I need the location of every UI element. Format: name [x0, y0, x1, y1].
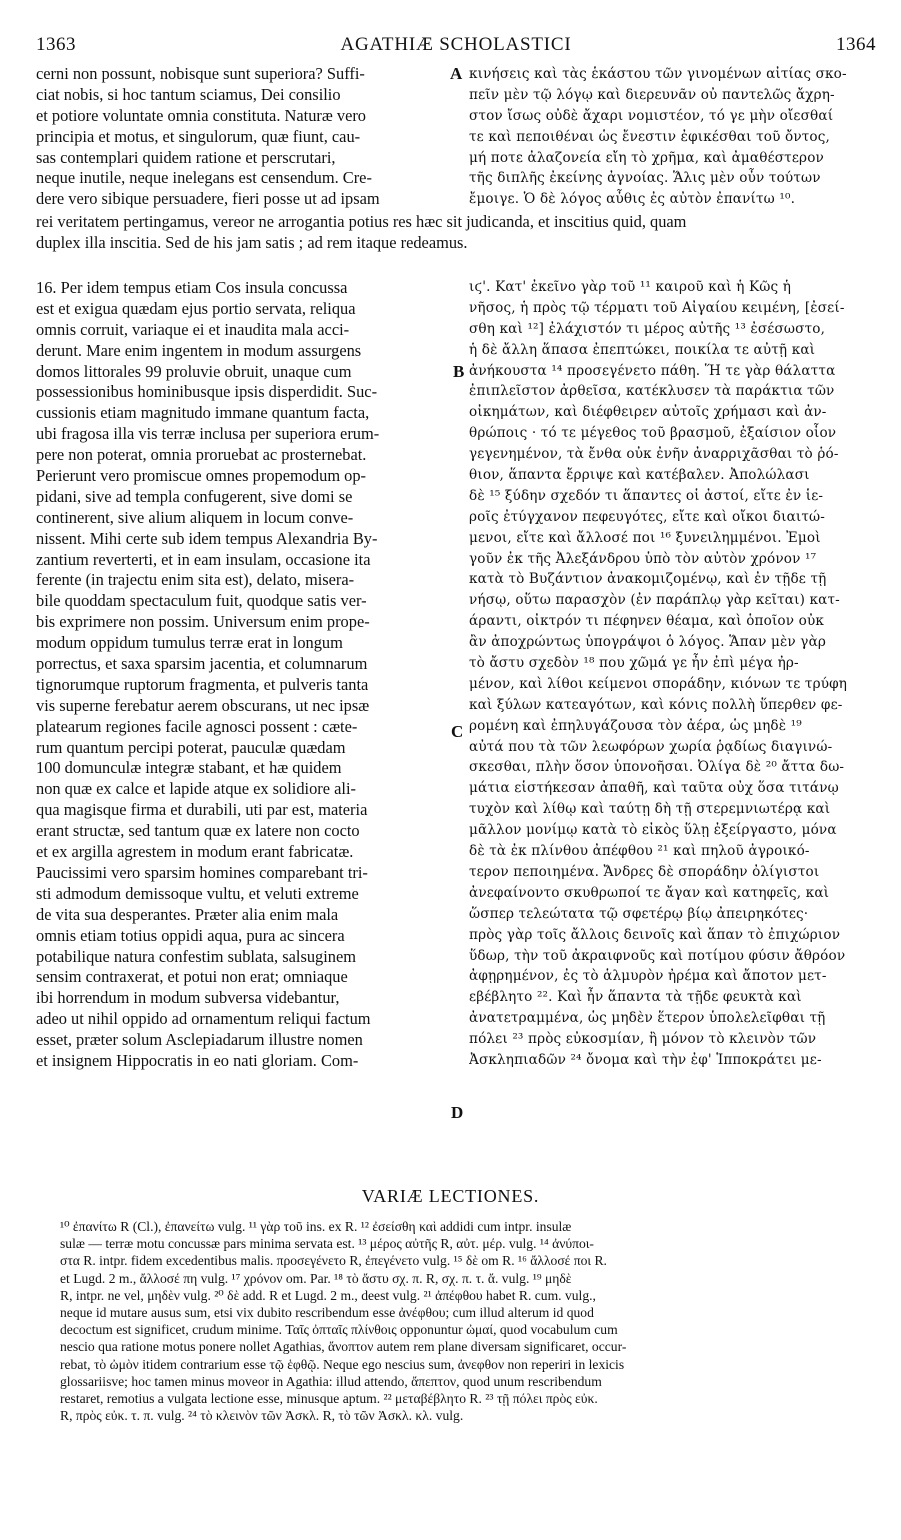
latin-line: potabilique natura confestim sublata, salsuginem — [36, 946, 356, 966]
greek-line: ἂν ἀποχρώντως ὑπογράψοι ὁ λόγος. Ἅπαν μὲν γὰρ — [469, 634, 827, 651]
footnote-line: neque id mutare ausus sum, etsi vix dubito rescribendum esse ἀνέφθου; cum illud alterum id quod — [60, 1304, 594, 1320]
latin-line: zantium reverterti, et in eam insulam, occasione ita — [36, 549, 371, 569]
latin-line: derunt. Mare enim ingentem in modum assurgens — [36, 340, 362, 360]
latin-line: dere vero sibique persuadere, fieri posse ut ad ipsam — [36, 189, 380, 209]
greek-line: τερον πεποιημένα. Ἄνδρες δὲ σποράδην ὀλίγιστοι — [469, 863, 820, 880]
greek-line: γεγενημένον, τὰ ἔνθα οὐκ ἐνῆν ἀναρριχᾶσθαι τὸ ῥό- — [469, 446, 839, 463]
greek-line: γοῦν ἐκ τῆς Ἀλεξάνδρου ὑπὸ τὸν αὐτὸν χρόνον ¹⁷ — [469, 550, 817, 567]
latin-line: bile quoddam spectaculum fuit, quodque satis ver- — [36, 591, 367, 611]
margin-letter-c: C — [451, 722, 464, 741]
latin-line: de vita sua desperantes. Præter alia enim mala — [36, 904, 339, 924]
margin-letter-b: B — [453, 362, 465, 381]
latin-line: domos littorales 99 proluvie obruit, unaque cum — [36, 361, 352, 381]
greek-line: πόλει ²³ πρὸς εὐκοσμίαν, ἢ μόνον τὸ κλεινὸν τῶν — [469, 1031, 817, 1048]
greek-line: μάτια εἱστήκεσαν ἀπαθῆ, καὶ ταῦτα οὐχ ὅσα τιτάνῳ — [469, 780, 839, 797]
latin-line: non quæ ex calce et lapide atque ex solidiore ali- — [36, 779, 356, 799]
latin-line: 16. Per idem tempus etiam Cos insula concussa — [36, 278, 348, 297]
latin-full-width-line: duplex illa inscitia. Sed de his jam satis ; ad rem itaque redeamus. — [36, 233, 468, 252]
page-number-right: 1364 — [836, 34, 876, 55]
latin-line: Perierunt vero promiscue omnes propemodum op- — [36, 466, 367, 486]
greek-line: ἀνεφαίνοντο σκυθρωποί τε ἄγαν καὶ κατηφεῖς, καὶ — [469, 884, 830, 901]
running-title: AGATHIÆ SCHOLASTICI — [340, 34, 572, 55]
greek-line: θιον, ἅπαντα ἔρριψε καὶ κατέβαλεν. Ἀπολώλασι — [469, 467, 810, 484]
latin-line: sensim contraxerat, et potui non erat; omniaque — [36, 967, 348, 987]
latin-line: omnis corruit, variaque ei et inaudita mala acci- — [36, 319, 350, 339]
latin-line: porrectus, et saxa sparsim jacentia, et columnarum — [36, 654, 368, 674]
latin-line: ubi fragosa illa vis terræ inclusa per superiora erum- — [36, 424, 380, 444]
latin-line: ferente (in trajectu enim sita est), delato, misera- — [36, 570, 355, 590]
footnote-line: restaret, remotius a vulgata lectione esse, minusque aptum. ²² μεταβέβλητο R. ²³ τῇ πόλει πρὸς εὐκ. — [60, 1390, 598, 1406]
latin-column-top — [36, 64, 446, 210]
greek-line: στον ἴσως οὐδὲ ἄχαρι νομιστέον, τό γε μὴν οἴεσθαί — [469, 107, 834, 124]
greek-line: ρομένη καὶ ἐπηλυγάζουσα τὸν ἀέρα, ὡς μηδὲ ¹⁹ — [469, 717, 802, 734]
greek-line: σκεσθαι, πλὴν ὅσον ὑπονοῆσαι. Ὀλίγα δὲ ²⁰ ἄττα δω- — [469, 759, 845, 776]
latin-line: nissent. Mihi certe sub idem tempus Alexandria By- — [36, 528, 378, 548]
latin-line: et potiore voluntate omnia constituta. Naturæ vero — [36, 105, 367, 125]
latin-line: ciat nobis, si hoc tantum sciamus, Dei consilio — [36, 84, 341, 104]
latin-line: bis exprimere non possim. Universum enim prope- — [36, 612, 370, 632]
greek-line: κινήσεις καὶ τὰς ἑκάστου τῶν γινομένων αἰτίας σκο- — [469, 66, 847, 82]
footnote-line: sulæ — terræ motu concussæ pars minima servata est. ¹³ μέρος αὐτῆς R, αὐτ. μέρ. vulg. ¹⁴ ἀνύποι- — [60, 1236, 594, 1252]
greek-line: Ἀσκληπιαδῶν ²⁴ ὄνομα καὶ τὴν ἐφ' Ἱπποκράτει με- — [469, 1051, 822, 1068]
latin-line: et ex argilla agrestem in modum erant fabricatæ. — [36, 842, 354, 862]
footnote-line: glossariisve; hoc tamen minus moveor in Agathia: illud attendo, ἄπεπτον, quod unum rescribendum — [60, 1373, 602, 1389]
greek-line: ἐπιπλεῖστον ἀρθεῖσα, κατέκλυσεν τὰ παράκτια τῶν — [469, 383, 835, 400]
latin-line: esset, præter solum Asclepiadarum illustre nomen — [36, 1030, 363, 1050]
greek-line: αὐτά που τὰ τῶν λεωφόρων χωρία ῥᾳδίως διαγινώ- — [469, 738, 833, 755]
latin-line: continerent, sive alium aliquem in locum conve- — [36, 507, 354, 527]
greek-line: ἀφῃρημένον, ἐς τὸ ἁλμυρὸν ἠρέμα καὶ ἄποτον μετ- — [469, 968, 827, 985]
greek-line: μᾶλλον μονίμῳ κατὰ τὸ εἰκὸς ὕλῃ ἐξείργαστο, μόνα — [469, 822, 837, 839]
latin-column-main — [36, 277, 446, 1071]
footnote-line: R, πρὸς εὐκ. τ. π. vulg. ²⁴ τὸ κλεινὸν τῶν Ἀσκλ. R, τὸ τῶν Ἀσκλ. κλ. vulg. — [60, 1408, 464, 1424]
footnote-line: et Lugd. 2 m., ἄλλοσέ πη vulg. ¹⁷ χρόνον om. Par. ¹⁸ τὸ ἄστυ σχ. π. R, σχ. π. τ. ἄ. vulg. ¹⁹ μηδὲ — [60, 1270, 572, 1286]
latin-line: possessionibus hominibusque ipsis disperdidit. Suc- — [36, 382, 378, 402]
greek-line: εβέβλητο ²². Καὶ ἦν ἅπαντα τὰ τῇδε φευκτὰ καὶ — [469, 989, 802, 1006]
latin-line: principia et motus, et singulorum, quæ fiunt, cau- — [36, 126, 361, 146]
footnote-line: R, intpr. ne vel, μηδὲν vulg. ²⁰ δὲ add. R et Lugd. 2 m., deest vulg. ²¹ ἀπέφθου habet R. cum. vulg., — [60, 1287, 596, 1303]
latin-line: pidani, sive ad templa confugerent, sive domi se — [36, 486, 353, 506]
latin-line: ibi horrendum in modum subversa videbantur, — [36, 988, 340, 1008]
latin-line: omnis etiam totius oppidi aqua, pura ac sincera — [36, 925, 345, 945]
margin-letter-a: A — [450, 64, 463, 83]
greek-line: θρώποις · τό τε μέγεθος τοῦ βρασμοῦ, ἐξαίσιον οἷον — [469, 425, 837, 442]
footnote-line: decoctum est significet, crudum minime. Ταῖς ὀπταῖς πλίνθοις opponuntur ὠμαί, quod vocabulum cum — [60, 1322, 618, 1338]
latin-line: platearum regiones facile agnosci possent : cæte- — [36, 716, 358, 736]
greek-line: τῆς διπλῆς ἐκείνης ἀγνοίας. Ἅλις μὲν οὖν τούτων — [469, 170, 821, 187]
variae-lectiones-title: VARIÆ LECTIONES. — [361, 1186, 540, 1206]
footnote-line: nescio qua ratione motus ponere nollet Agathias, ἄνοπτον autem rem plane diversam significaret, occur- — [60, 1339, 627, 1355]
greek-column-top — [469, 64, 879, 210]
latin-full-width-line: rei veritatem pertingamus, vereor ne arrogantia potius res hæc sit judicanda, et inscitius quid, quam — [36, 212, 687, 231]
footnotes — [60, 1218, 886, 1424]
greek-line: ὕδωρ, τὴν τοῦ ἀκραιφνοῦς καὶ ποτίμου φύσιν ἄθρόον — [469, 947, 846, 964]
latin-line: est et exigua quædam ejus portio servata, reliqua — [36, 298, 356, 318]
greek-line: ἡ δὲ ἄλλη ἅπασα ἐπεπτώκει, ποικίλα τε αὐτῇ καὶ — [469, 341, 816, 358]
greek-line: μή ποτε ἀλαζονεία εἴη τὸ χρῆμα, καὶ ἀμαθέστερον — [469, 149, 824, 166]
footnote-line: ¹⁰ ἐπανίτω R (Cl.), ἐπανείτω vulg. ¹¹ γὰρ τοῦ ins. ex R. ¹² ἐσείσθη καὶ addidi cum intpr. insulæ — [60, 1219, 572, 1234]
greek-line: κατὰ τὸ Βυζάντιον ἀνακομιζομένῳ, καὶ ἐν τῇδε τῇ — [469, 571, 827, 588]
greek-line: νῆσος, ἡ πρὸς τῷ τέρματι τοῦ Αἰγαίου κειμένη, [ἐσεί- — [469, 299, 845, 316]
page-number-left: 1363 — [36, 34, 76, 55]
greek-line: μενοι, εἴτε καὶ ἄλλοσέ ποι ¹⁶ ξυνειλημμένοι. Ἐμοὶ — [469, 529, 821, 546]
greek-line: καὶ ξύλων κατεαγότων, καὶ κόνις πολλὴ ὕπερθεν φε- — [469, 696, 843, 713]
latin-line: 100 domunculæ integræ stabant, et hæ quidem — [36, 758, 342, 778]
greek-line: πρὸς γὰρ τοῖς ἄλλοις δεινοῖς καὶ ἅπαν τὸ ἐπιχώριον — [469, 926, 841, 943]
latin-line: sas contemplari quidem ratione et perscrutari, — [36, 147, 336, 167]
footnote-line: rebat, τὸ ὠμὸν itidem contrarium esse τῷ ἑφθῷ. Neque ego nescius sum, ἀνεφθον non reperiri in lexicis — [60, 1356, 625, 1372]
greek-line: ὥσπερ τελεώτατα τῷ σφετέρῳ βίῳ ἀπειρηκότες· — [469, 905, 809, 922]
latin-line: et insignem Hippocratis in eo nati gloriam. Com- — [36, 1050, 359, 1070]
greek-line: οἰκημάτων, καὶ διέφθειρεν αὐτοῖς χρήμασι καὶ ἀν- — [469, 404, 827, 421]
footnote-line: στα R. intpr. fidem excedentibus malis. προσεγένετο R, ἐπεγένετο vulg. ¹⁵ δὲ om R. ¹⁶ ἄλλοσέ ποι R. — [60, 1253, 607, 1269]
greek-line: ροῖς ἐτύγχανον πεφευγότες, εἴτε καὶ οἴκοι διαιτώ- — [469, 508, 826, 525]
latin-line: erant structæ, sed tantum quæ ex latere non cocto — [36, 821, 360, 841]
latin-line: modum oppidum tumulus terræ erat in longum — [36, 633, 343, 653]
greek-line: νήσῳ, οὕτω παρασχὸν (ἐν παράπλῳ γὰρ κεῖται) κατ- — [469, 592, 840, 609]
greek-line: ἔμοιγε. Ὁ δὲ λόγος αὖθις ἐς αὐτὸν ἐπανίτω ¹⁰. — [469, 191, 796, 208]
greek-line: ιϛ'. Κατ' ἐκεῖνο γὰρ τοῦ ¹¹ καιροῦ καὶ ἡ Κῶς ἡ — [469, 279, 792, 295]
greek-line: τὸ ἄστυ σχεδὸν ¹⁸ που χῶμά γε ἦν ἐπὶ μέγα ἠρ- — [469, 655, 799, 672]
latin-line: vis superne ferebatur aerem obscurans, ut nec ipsæ — [36, 695, 370, 715]
greek-line: ἀνήκουστα ¹⁴ προσεγένετο πάθη. Ἥ τε γὰρ θάλαττα — [469, 362, 836, 379]
latin-line: sti admodum demissoque vultu, et veluti extreme — [36, 883, 359, 903]
latin-line: adeo ut nihil oppido ad ornamentum reliqui factum — [36, 1009, 371, 1029]
margin-letter-d: D — [451, 1103, 464, 1122]
latin-line: neque inutile, neque inelegans est censendum. Cre- — [36, 168, 372, 188]
greek-line: τε καὶ πεποιθέναι ὡς ἔνεστιν ἐφικέσθαι τοῦ ὄντος, — [469, 128, 830, 145]
greek-line: δὲ τὰ ἐκ πλίνθου ἀπέφθου ²¹ καὶ πηλοῦ ἀγροικό- — [469, 843, 810, 860]
greek-line: τυχὸν καὶ λίθῳ καὶ ταύτῃ δὴ τῇ στερεμνιωτέρᾳ καὶ — [469, 801, 831, 818]
latin-line: cussionis etiam magnitudo immane quantum facta, — [36, 403, 370, 423]
latin-line: qua magisque firma et durabili, uti par est, materia — [36, 800, 368, 820]
latin-line: tignorumque ruptorum fragmenta, et pulveris tanta — [36, 674, 369, 694]
latin-line: Paucissimi vero sparsim homines comparebant tri- — [36, 862, 368, 882]
greek-column-main — [469, 277, 879, 1071]
latin-line: rum quantum percipi poterat, pauculæ quædam — [36, 737, 346, 757]
greek-line: δὲ ¹⁵ ξύδην σχεδόν τι ἅπαντες οἱ ἀστοί, εἴτε ἐν ἱε- — [469, 487, 824, 504]
greek-line: μένον, καὶ λίθοι κείμενοι σποράδην, κιόνων τε τρύφη — [469, 675, 848, 692]
greek-line: πεῖν μὲν τῷ λόγῳ καὶ διερευνᾶν οὐ παντελῶς ἄχρη- — [469, 86, 835, 103]
latin-line: pere non poterat, omnia proruebat ac prosternebat. — [36, 445, 367, 465]
greek-line: άραντι, οἰκτρόν τι πέφηνεν θέαμα, καὶ ὁποῖον οὐκ — [469, 613, 825, 630]
greek-line: σθη καὶ ¹²] ἐλάχιστόν τι μέρος αὐτῆς ¹³ ἐσέσωστο, — [469, 320, 826, 337]
greek-line: ἀνατετραμμένα, ὡς μηδὲν ἕτερον ὑπολελεῖφθαι τῇ — [469, 1010, 826, 1027]
running-header — [36, 34, 876, 60]
latin-line: cerni non possunt, nobisque sunt superiora? Suffi- — [36, 64, 365, 83]
